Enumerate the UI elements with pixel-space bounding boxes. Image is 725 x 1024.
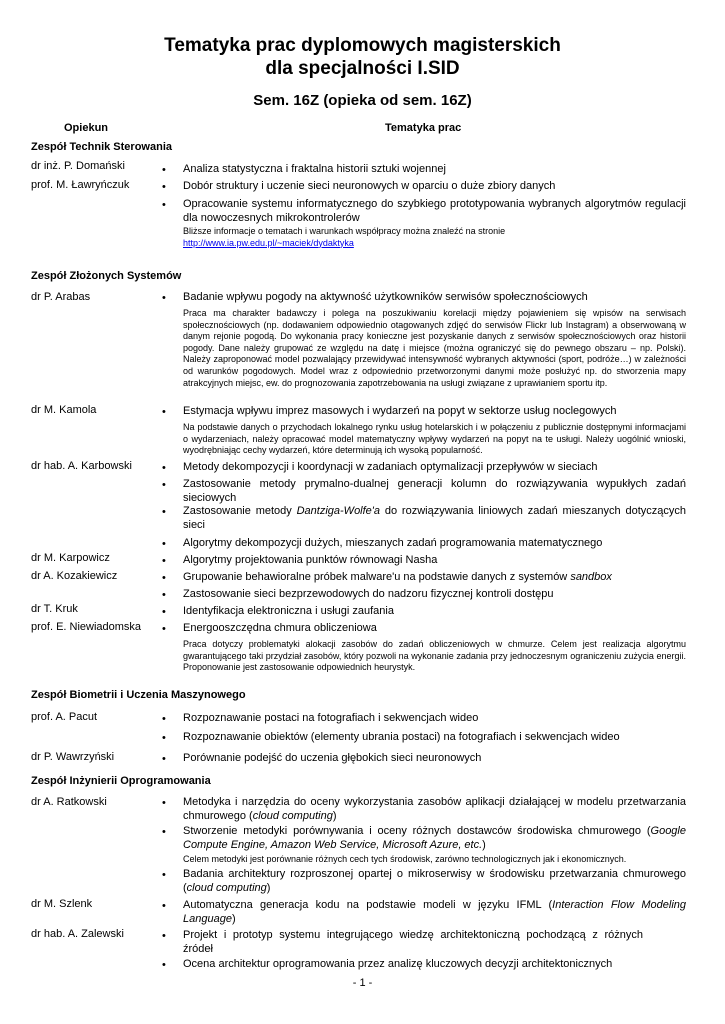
topic-item: Zastosowanie sieci bezprzewodowych do nadzoru fizycznej kontroli dostępu [183,588,554,600]
bullet-icon: • [162,900,166,912]
title-line-1: Tematyka prac dyplomowych magisterskich [164,35,561,56]
topic-item: Identyfikacja elektroniczna i usługi zaufania [183,605,394,617]
bullet-icon: • [162,826,166,838]
group-heading: Zespół Technik Sterowania [31,141,172,153]
topic-item: Rozpoznawanie postaci na fotografiach i sekwencjach wideo [183,712,479,724]
bullet-icon: • [162,506,166,518]
note-text: Bliższe informacje o tematach i warunkach współpracy można znaleźć na stronie [183,226,506,236]
bullet-icon: • [162,930,166,942]
topic-note: Celem metodyki jest porównanie różnych cech tych środowisk, zarówno technologicznych jak i ekonomicznych. [183,854,627,864]
bullet-icon: • [162,292,166,304]
group-heading: Zespół Biometrii i Uczenia Maszynowego [31,689,246,701]
topic-item: Zastosowanie metody prymalno-dualnej generacji kolumn do rozwiązywania wypukłych zadań sieciowych [183,478,686,504]
topic-item: Zastosowanie metody Dantziga-Wolfe'a do rozwiązywania liniowych zadań mieszanych dotyczących sieci [183,505,686,531]
supervisor-name: dr inż. P. Domański [31,160,125,172]
supervisor-name: dr A. Ratkowski [31,796,107,808]
supervisor-name: dr hab. A. Zalewski [31,928,124,940]
topic-note: Na podstawie danych o przychodach lokalnego rynku usług hotelarskich i w połączeniu z publicznie dostępnymi informacjami o wydarzeniach, należy opracować model matematyczny wpływy wydarzeń na popyt na te usługi. Należy uogólnić wnioski, wyodrębniając cechy wydarzeń, które determinują ich wysoką popularność. [183,422,686,456]
subtitle: Sem. 16Z (opieka od sem. 16Z) [253,92,472,109]
topic-note: Praca dotyczy problematyki alokacji zasobów do zadań obliczeniowych w chmurze. Celem jest realizacja algorytmu gwarantującego taki przydział zasobów, który pozwoli na wykonanie zadania przy jednoczesnym ograniczeniu zużycia energii. Proponowanie jest zastosowanie odpowiednich heurystyk. [183,639,686,673]
bullet-icon: • [162,606,166,618]
bullet-icon: • [162,199,166,211]
dydaktyka-link[interactable]: http://www.ia.pw.edu.pl/~maciek/dydaktyka [183,237,354,248]
column-header-topics: Tematyka prac [385,122,462,134]
bullet-icon: • [162,181,166,193]
bullet-icon: • [162,555,166,567]
bullet-icon: • [162,753,166,765]
topic-item: Analiza statystyczna i fraktalna historii sztuki wojennej [183,163,446,175]
bullet-icon: • [162,713,166,725]
topic-item: Ocena architektur oprogramowania przez analizę kluczowych decyzji architektonicznych [183,958,613,970]
topic-item: Badanie wpływu pogody na aktywność użytkowników serwisów społecznościowych [183,291,588,303]
bullet-icon: • [162,572,166,584]
topic-item: Dobór struktury i uczenie sieci neuronowych w oparciu o duże zbiory danych [183,180,556,192]
supervisor-name: dr M. Kamola [31,404,97,416]
bullet-icon: • [162,869,166,881]
group-heading: Zespół Inżynierii Oprogramowania [31,775,211,787]
topic-item: Algorytmy projektowania punktów równowagi Nasha [183,554,438,566]
topic-item: Stworzenie metodyki porównywania i oceny różnych dostawców środowiska chmurowego (Google Compute Engine, Amazon Web Service, Microsoft Azure, etc.) [183,825,686,851]
topic-item: Algorytmy dekompozycji dużych, mieszanych zadań programowania matematycznego [183,537,603,549]
topic-note [183,226,686,249]
supervisor-name: dr P. Arabas [31,291,91,303]
supervisor-name: dr A. Kozakiewicz [31,570,118,582]
bullet-icon: • [162,462,166,474]
bullet-icon: • [162,797,166,809]
supervisor-name: prof. A. Pacut [31,711,98,723]
topic-item: Porównanie podejść do uczenia głębokich sieci neuronowych [183,752,482,764]
topic-item: Metody dekompozycji i koordynacji w zadaniach optymalizacji przepływów w sieciach [183,461,598,473]
topic-item: Metodyka i narzędzia do oceny wykorzystania zasobów aplikacji działającej w modelu przetwarzania chmurowego (cloud computing) [183,796,686,822]
topic-item: Estymacja wpływu imprez masowych i wydarzeń na popyt w sektorze usług noclegowych [183,405,617,417]
title-line-2: dla specjalności I.SID [265,58,460,79]
supervisor-name: dr M. Karpowicz [31,552,110,564]
topic-note: Praca ma charakter badawczy i polega na poszukiwaniu korelacji między pojawieniem się wpisów na serwisach społecznościowych (np. dodawaniem odpowiednio otagowanych zdjęć do serwisów Flickr lub Instagram) a obserwowaną w danym rejonie pogodą. Do wykonania pracy konieczne jest pozyskanie danych z serwisów społecznościowych oraz historii pogody. Dane należy grupować ze względu na datę i miejsce (można ograniczyć się do pewnego obszaru – np. Polski). Należy zaproponować model pozwalający przewidywać intensywność wybranych aktywności (sport, podróże…) w zależności od warunków pogodowych. Model wraz z odpowiednio przetworzonymi danymi może posłużyć np. do stworzenia mapy atrakcyjnych miejsc, ew. do prognozowania zapotrzebowania na usługi związane z uprawianiem sportu itp. [183,308,686,388]
topic-item: Projekt i prototyp systemu integrującego wiedzę architektoniczną pochodzącą z różnych źródeł [183,929,643,955]
supervisor-name: prof. M. Ławryńczuk [31,179,130,191]
supervisor-name: prof. E. Niewiadomska [31,621,142,633]
column-header-supervisor: Opiekun [64,122,109,134]
bullet-icon: • [162,589,166,601]
bullet-icon: • [162,406,166,418]
bullet-icon: • [162,479,166,491]
topic-item: Badania architektury rozproszonej opartej o mikroserwisy w środowisku przetwarzania chmurowego (cloud computing) [183,868,686,894]
topic-item: Opracowanie systemu informatycznego do szybkiego prototypowania wybranych algorytmów regulacji dla nowoczesnych mikrokontrolerów [183,198,686,224]
bullet-icon: • [162,164,166,176]
group-heading: Zespół Złożonych Systemów [31,270,182,282]
page-number: - 1 - [352,977,373,989]
bullet-icon: • [162,623,166,635]
topic-item: Automatyczna generacja kodu na podstawie modeli w języku IFML (Interaction Flow Modeling Language) [183,899,686,925]
supervisor-name: dr M. Szlenk [31,898,93,910]
bullet-icon: • [162,538,166,550]
topic-item: Energooszczędna chmura obliczeniowa [183,622,377,634]
supervisor-name: dr T. Kruk [31,603,78,615]
bullet-icon: • [162,732,166,744]
supervisor-name: dr P. Wawrzyński [31,751,115,763]
topic-item: Grupowanie behawioralne próbek malware'u na podstawie danych z systemów sandbox [183,571,612,583]
bullet-icon: • [162,959,166,971]
supervisor-name: dr hab. A. Karbowski [31,460,132,472]
topic-item: Rozpoznawanie obiektów (elementy ubrania postaci) na fotografiach i sekwencjach wideo [183,731,620,743]
